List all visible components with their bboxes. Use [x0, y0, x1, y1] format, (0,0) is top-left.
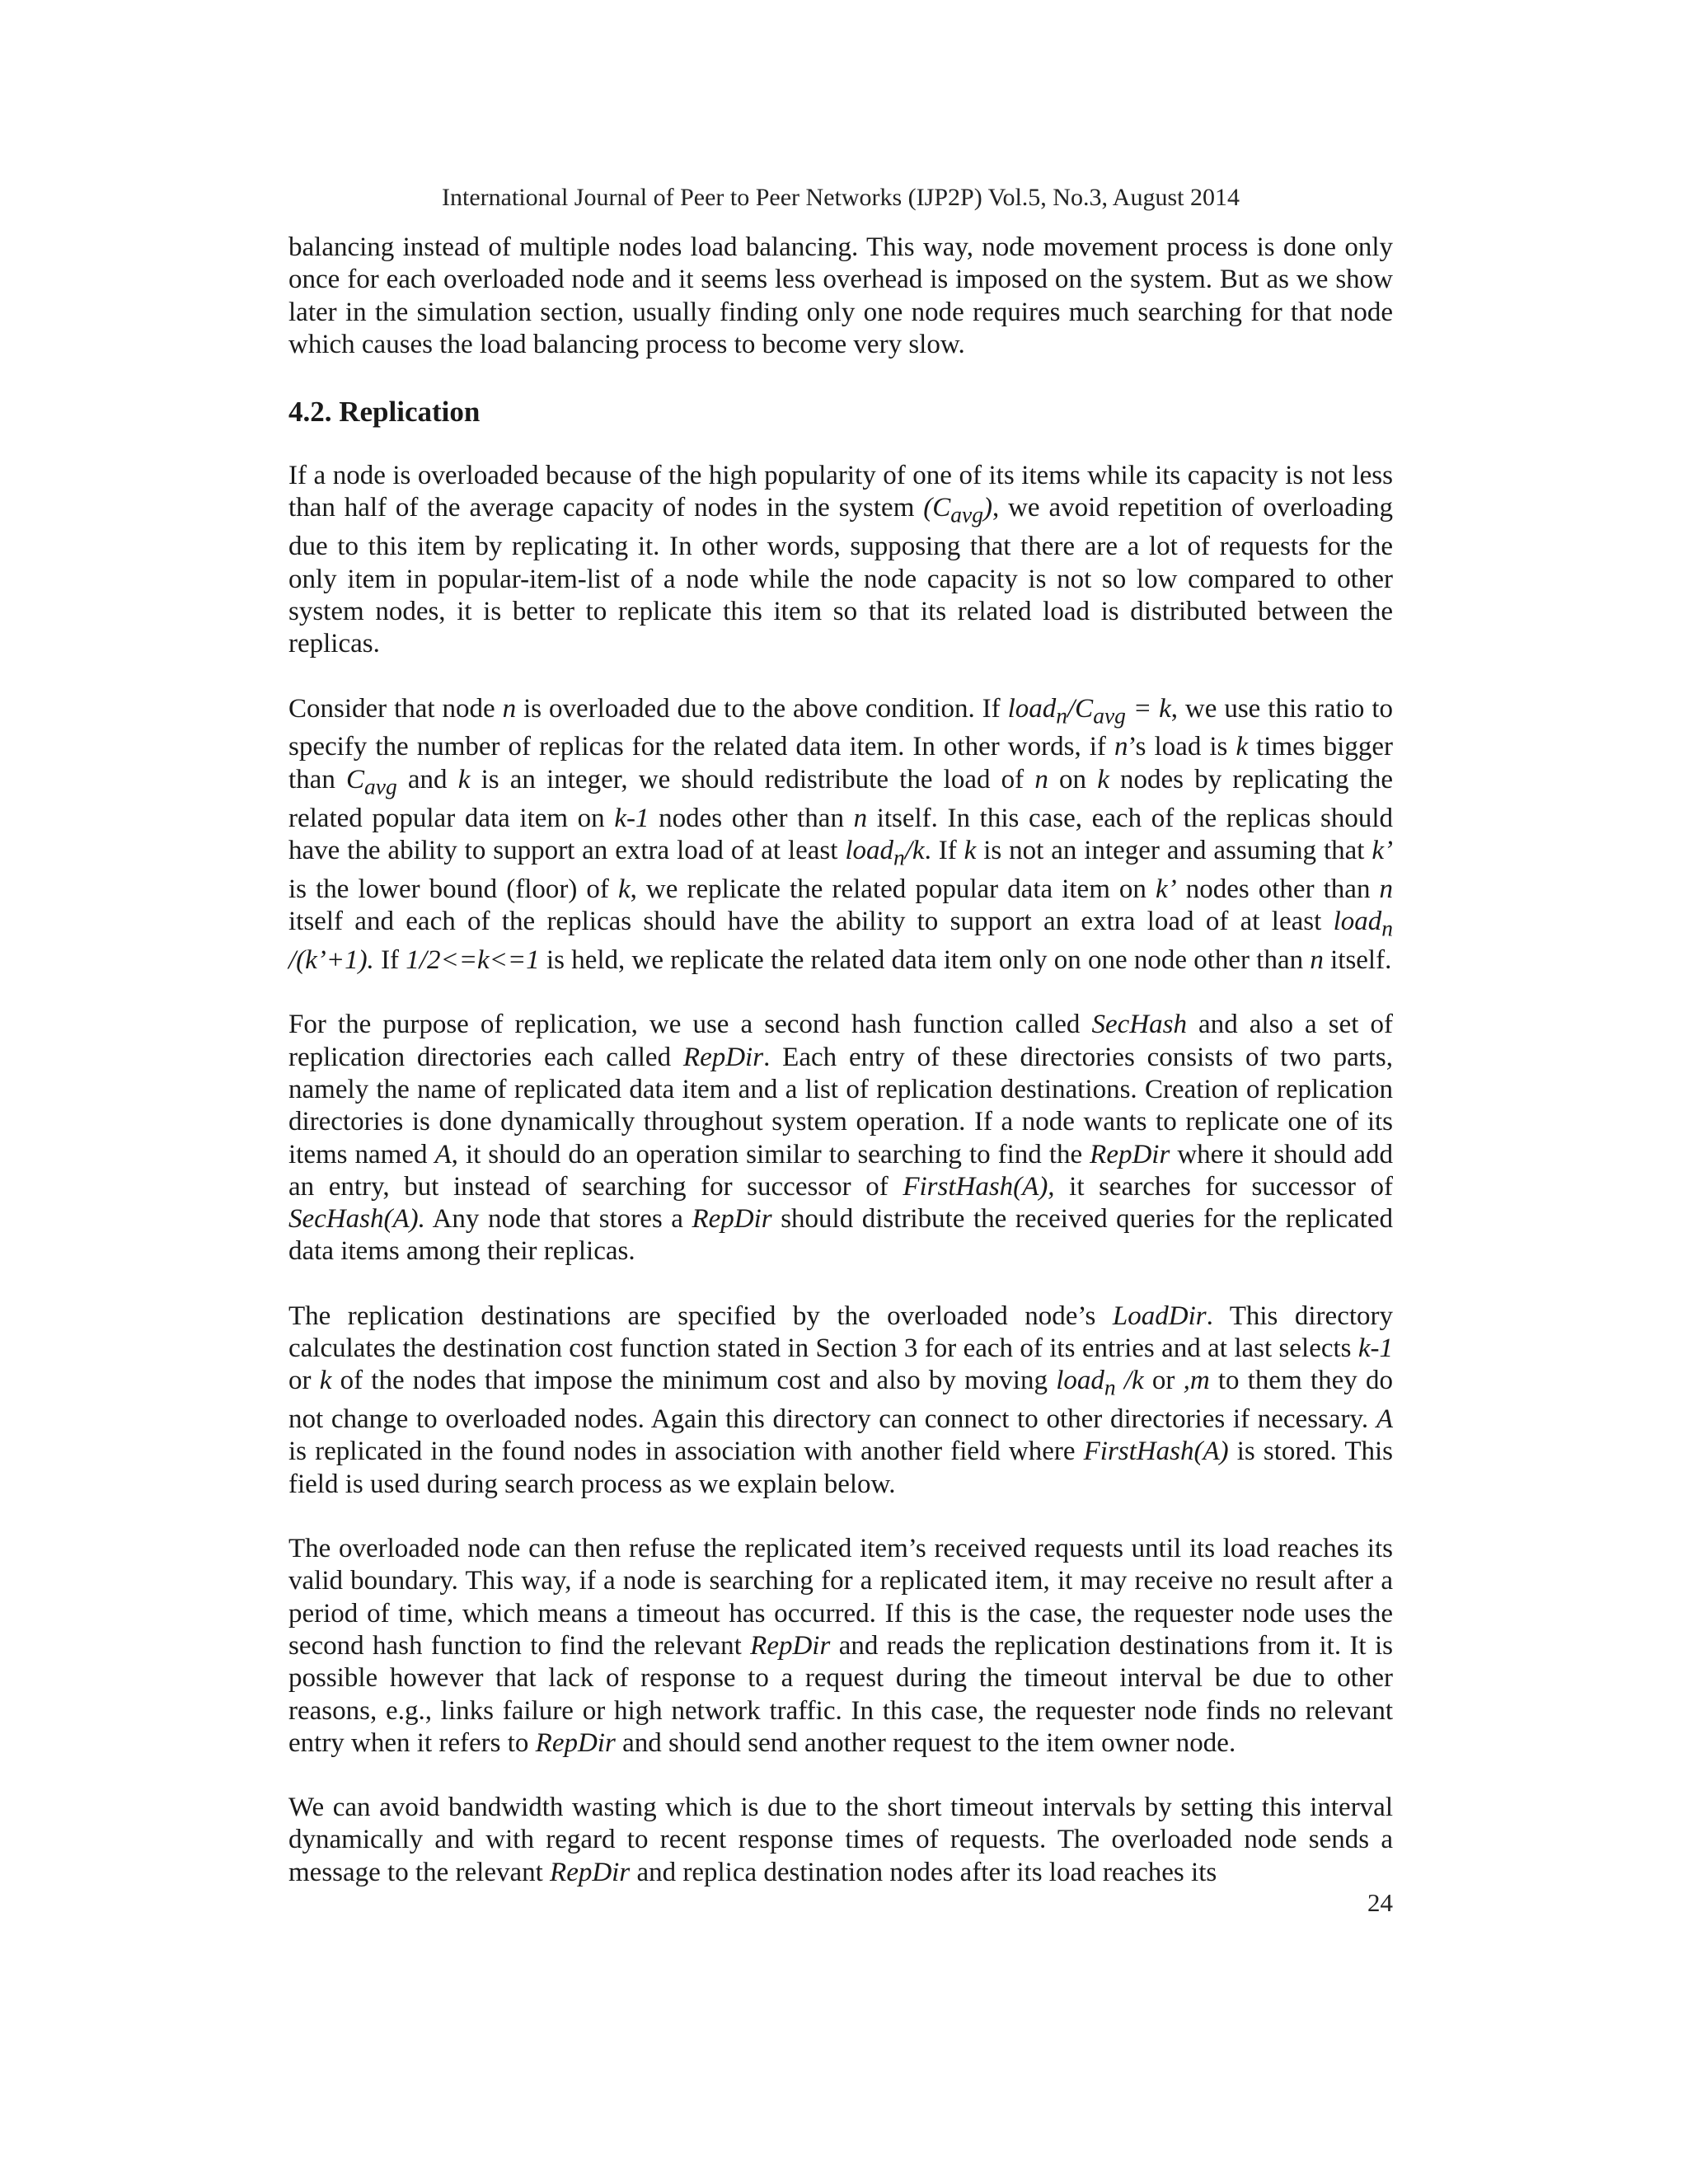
paragraph-hash-directories: For the purpose of replication, we use a second hash function called SecHash and also a set of replication directories each called RepDir. Each entry of these directories consists of two parts, namely the name of replicated data item and a list of replication destinations. Creation of replication directories is done dynamically throughout system operation. If a node wants to replicate one of its items named A, it should do an operation similar to searching to find the RepDir where it should add an entry, but instead of searching for successor of FirstHash(A), it searches for successor of SecHash(A). Any node that stores a RepDir should distribute the received queries for the replicated data items among their replicas. — [288, 1010, 1394, 1267]
paragraph-timeout: The overloaded node can then refuse the replicated item’s received requests until its load reaches its valid boundary. This way, if a node is searching for a replicated item, it may receive no result after a period of time, which means a timeout has occurred. If this is the case, the requester node uses the second hash function to find the relevant RepDir and reads the replication destinations from it. It is possible however that lack of response to a request during the timeout interval be due to other reasons, e.g., links failure or high network traffic. In this case, the requester node finds no relevant entry when it refers to RepDir and should send another request to the item owner node. — [288, 1534, 1393, 1758]
paragraph-bandwidth: We can avoid bandwidth wasting which is due to the short timeout intervals by setting this interval dynamically and with regard to recent response times of requests. The overloaded node sends a message to the relevant RepDir and replica destination nodes after its load reaches its — [288, 1793, 1393, 1887]
section-heading: 4.2. Replication — [288, 396, 481, 429]
paragraph-overload-condition: If a node is overloaded because of the high popularity of one of its items while its capacity is not less than half of the average capacity of nodes in the system $(C_{avg})$, we avoid repetition of overloading due to this item by replicating it. In other words, supposing that there are a lot of requests for the only item in popular-item-list of a node while the node capacity is not so low compared to other system nodes, it is better to replicate this item so that its related load is distributed between the replicas. — [288, 461, 1393, 659]
intro-paragraph: balancing instead of multiple nodes load balancing. This way, node movement process is done only once for each overloaded node and it seems less overhead is imposed on the system. But as we show later in the simulation section, usually finding only one node requires much searching for that node which causes the load balancing process to become very slow. — [288, 232, 1393, 359]
paragraph-destinations: The replication destinations are specified by the overloaded node’s LoadDir. This directory calculates the destination cost function stated in Section 3 for each of its entries and at last selects k-1 or k of the nodes that impose the minimum cost and also by moving load$_n$ /k or ,m to them they do not change to overloaded nodes. Again this directory can connect to other directories if necessary. A is replicated in the found nodes in association with another field where FirstHash(A) is stored. This field is used during search process as we explain below. — [288, 1301, 1393, 1499]
running-header: International Journal of Peer to Peer Networks (IJP2P) Vol.5, No.3, August 2014 — [442, 184, 1240, 211]
paragraph-replica-count: Consider that node n is overloaded due to the above condition. If $load_n/C_{avg} = k$, we use this ratio to specify the number of replicas for the related data item. In other words, if n’s load is k times bigger than $C_{avg}$ and k is an integer, we should redistribute the load of n on k nodes by replicating the related popular data item on k-1 nodes other than n itself. In this case, each of the replicas should have the ability to support an extra load of at least load$_n$/k. If k is not an integer and assuming that k’ is the lower bound (floor) of k, we replicate the related popular data item on k’ nodes other than n itself and each of the replicas should have the ability to support an extra load of at least load$_n$ /(k’+1). If 1/2<=k<=1 is held, we replicate the related data item only on one node other than n itself. — [288, 693, 1394, 976]
page-number: 24 — [1367, 1888, 1393, 1917]
body-text — [288, 232, 1393, 1889]
